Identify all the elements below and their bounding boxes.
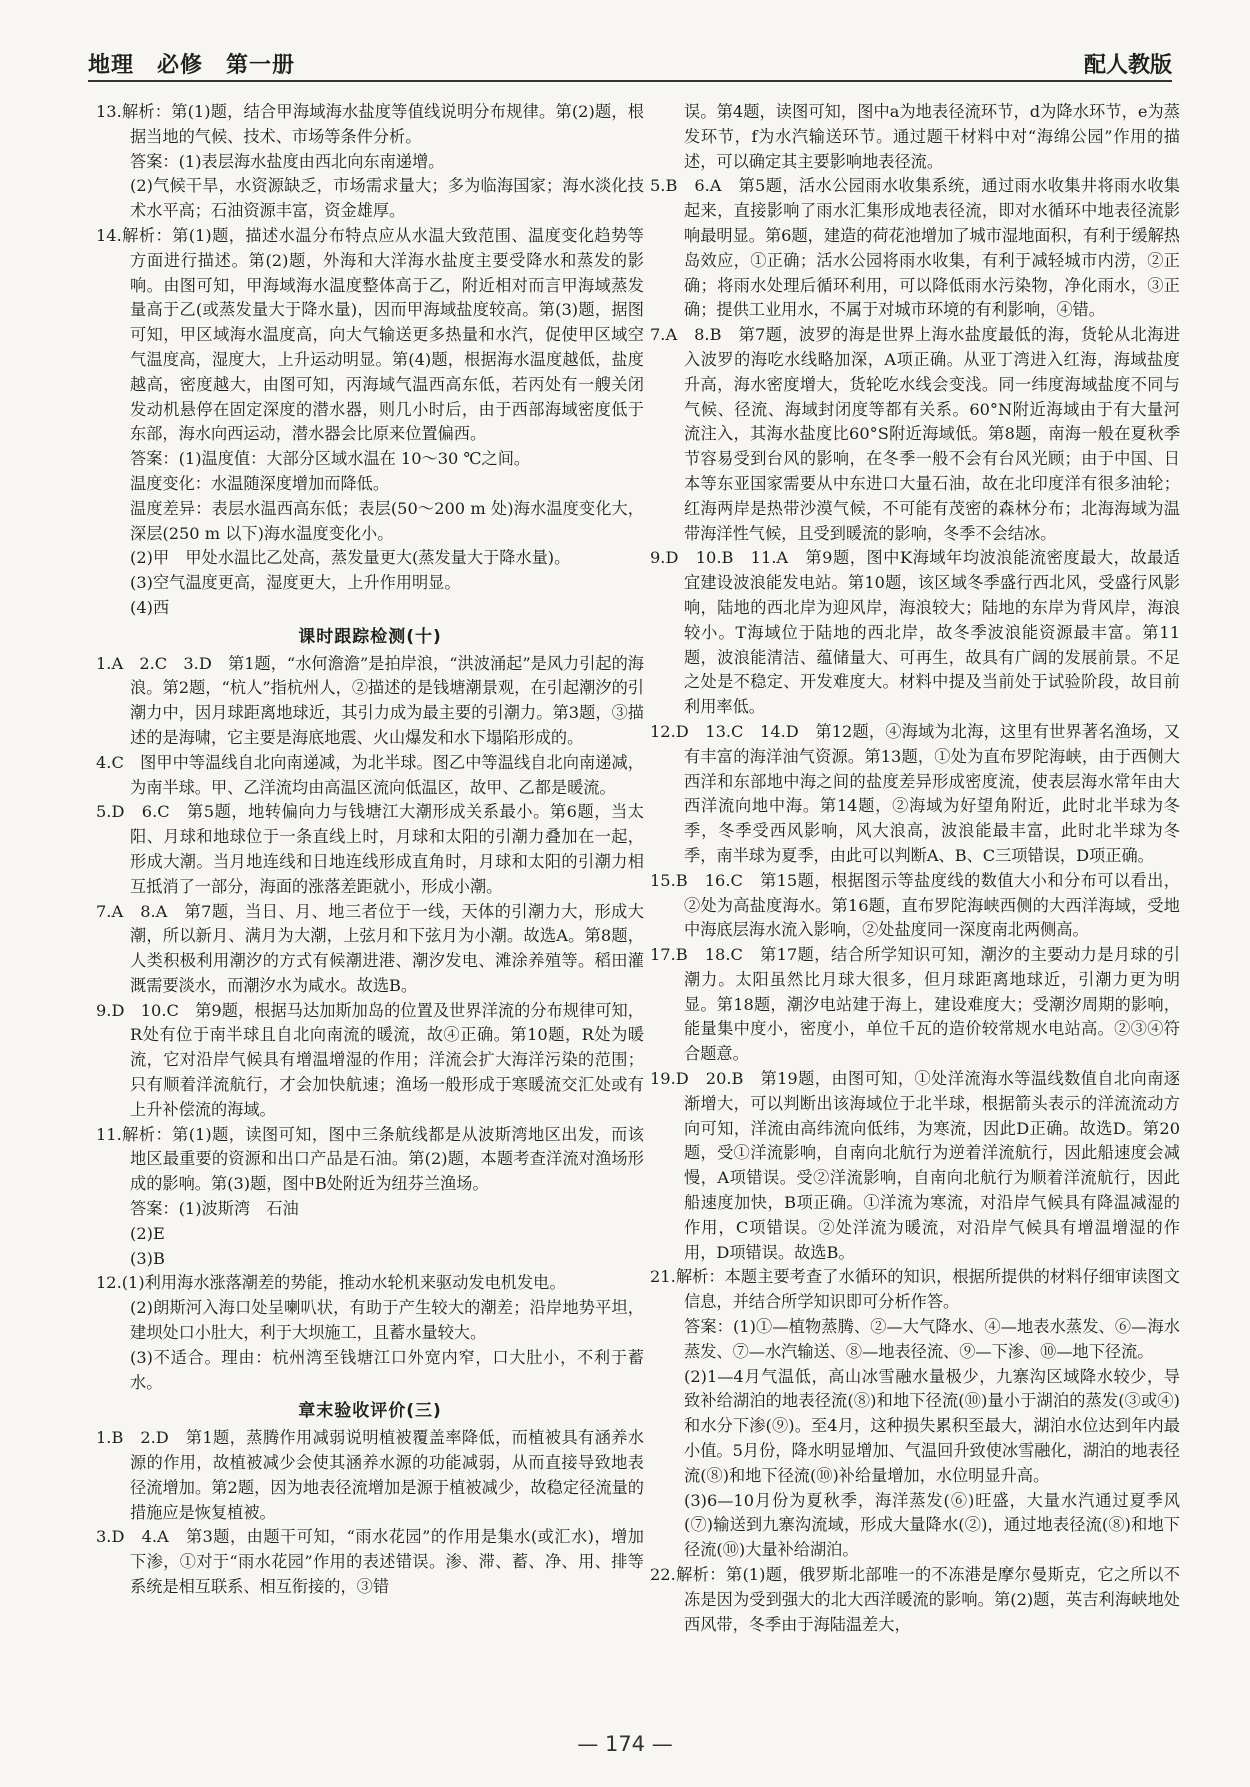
- answer-item: 14.解析：第(1)题，描述水温分布特点应从水温大致范围、温度变化趋势等方面进行描述。第(2)题，外海和大洋海水盐度主要受降水和蒸发的影响。由图可知，甲海域海水温度整体高于乙，附近相对而言甲海域蒸发量高于乙(或蒸发量大于降水量)，因而甲海域盐度较高。第(3)题，据图可知，甲区域海水温度高，向大气输送更多热量和水汽，促使甲区域空气温度高，湿度大，上升运动明显。第(4)题，根据海水温度越低，盐度越高，密度越大，由图可知，丙海域气温西高东低，若丙处有一艘关闭发动机悬停在固定深度的潜水器，则几小时后，由于西部海域密度低于东部，海水向西运动，潜水器会比原来位置偏西。: [96, 225, 644, 444]
- answer-item: 5.B 6.A 第5题，活水公园雨水收集系统，通过雨水收集井将雨水收集起来，直接影响了雨水汇集形成地表径流，即对水循环中地表径流影响最明显。第6题，建造的荷花池增加了城市湿地面积，有利于缓解热岛效应，①正确；活水公园将雨水收集，有利于减轻城市内涝，②正确；将雨水处理后循环利用，可以降低雨水污染物，净化雨水，③正确；提供工业用水，不属于对城市环境的有利影响，④错。: [650, 176, 1180, 320]
- section-title: 课时跟踪检测(十): [298, 626, 442, 647]
- answer-item: 4.C 图甲中等温线自北向南递减，为北半球。图乙中等温线自北向南递减，为南半球。甲、乙洋流均由高温区流向低温区，故甲、乙都是暖流。: [96, 752, 644, 797]
- answer-item: 11.解析：第(1)题，读图可知，图中三条航线都是从波斯湾地区出发，而该地区最重要的资源和出口产品是石油。第(2)题，本题考查洋流对渔场形成的影响。第(3)题，图中B处附近为纽芬兰渔场。: [96, 1124, 644, 1194]
- answer-item: 7.A 8.A 第7题，当日、月、地三者位于一线，天体的引潮力大，形成大潮，所以新月、满月为大潮，上弦月和下弦月为小潮。故选A。第8题，人类积极利用潮汐的方式有候潮进港、潮汐发电、滩涂养殖等。稻田灌溉需要淡水，而潮汐水为咸水。故选B。: [96, 901, 644, 995]
- answer-paragraph: (2)朗斯河入海口处呈喇叭状，有助于产生较大的潮差；沿岸地势平坦，建坝处口小肚大，利于大坝施工，且蓄水量较大。: [130, 1298, 644, 1343]
- answer-item: 9.D 10.B 11.A 第9题，图中K海域年均波浪能流密度最大，故最适宜建设波浪能发电站。第10题，该区域冬季盛行西北风，受盛行风影响，陆地的西北岸为迎风岸，海浪较大；陆地的东岸为背风岸，海浪较小。T海域位于陆地的西北岸，故冬季波浪能资源最丰富。第11题，波浪能清洁、蕴储量大、可再生，故具有广阔的发展前景。不足之处是不稳定、开发难度大。材料中提及当前处于试验阶段，故目前利用率低。: [650, 548, 1180, 717]
- answer-paragraph: 误。第4题，读图可知，图中a为地表径流环节，d为降水环节，e为蒸发环节，f为水汽输送环节。通过题干材料中对“海绵公园”作用的描述，可以确定其主要影响地表径流。: [684, 102, 1180, 171]
- answer-paragraph: 温度差异：表层水温西高东低；表层(50～200 m 处)海水温度变化大，深层(250 m 以下)海水温度变化小。: [130, 498, 644, 543]
- answer-item: 3.D 4.A 第3题，由题干可知，“雨水花园”的作用是集水(或汇水)，增加下渗，①对于“雨水花园”作用的表述错误。渗、滞、蓄、净、用、排等系统是相互联系、相互衔接的，③错: [96, 1527, 644, 1597]
- answer-item: 5.D 6.C 第5题，地转偏向力与钱塘江大潮形成关系最小。第6题，当太阳、月球和地球位于一条直线上时，月球和太阳的引潮力叠加在一起，形成大潮。当月地连线和日地连线形成直角时，月球和太阳的引潮力相互抵消了一部分，海面的涨落差距就小，形成小潮。: [96, 802, 644, 896]
- edition-label: 配人教版: [1083, 53, 1172, 78]
- page-header: [88, 40, 1172, 82]
- answer-item: 12.D 13.C 14.D 第12题，④海域为北海，这里有世界著名渔场，又有丰富的海洋油气资源。第13题，①处为直布罗陀海峡，由于西侧大西洋和东部地中海之间的盐度差异形成密度流，使表层海水常年由大西洋流向地中海。第14题，②海域为好望角附近，此时北半球为冬季，冬季受西风影响，风大浪高，波浪能最丰富，此时北半球为冬季，南半球为夏季，由此可以判断A、B、C三项错误，D项正确。: [650, 721, 1180, 865]
- answer-paragraph: (3)空气温度更高，湿度更大，上升作用明显。: [130, 573, 461, 593]
- answer-paragraph: (3)B: [130, 1248, 165, 1268]
- answer-item: 12.(1)利用海水涨落潮差的势能，推动水轮机来驱动发电机发电。: [96, 1273, 566, 1293]
- answer-paragraph: 温度变化：水温随深度增加而降低。: [130, 473, 390, 493]
- answer-paragraph: 答案：(1)表层海水盐度由西北向东南递增。: [130, 151, 445, 171]
- answer-item: 13.解析：第(1)题，结合甲海域海水盐度等值线说明分布规律。第(2)题，根据当地的气候、技术、市场等条件分析。: [96, 102, 644, 146]
- answer-item: 22.解析：第(1)题，俄罗斯北部唯一的不冻港是摩尔曼斯克，它之所以不冻是因为受到强大的北大西洋暖流的影响。第(2)题，英吉利海峡地处西风带，冬季由于海陆温差大，: [650, 1565, 1180, 1634]
- answer-item: 1.A 2.C 3.D 第1题，“水何澹澹”是拍岸浪，“洪波涌起”是风力引起的海浪。第2题，“杭人”指杭州人，②描述的是钱塘潮景观，在引起潮汐的引潮力中，因月球距离地球近，其引力成为最主要的引潮力。第3题，③描述的是海啸，它主要是海底地震、火山爆发和水下塌陷形成的。: [96, 653, 644, 747]
- right-column: [650, 100, 1180, 1637]
- answer-paragraph: 答案：(1)①—植物蒸腾、②—大气降水、④—地表水蒸发、⑥—海水蒸发、⑦—水汽输送、⑧—地表径流、⑨—下渗、⑩—地下径流。: [684, 1317, 1180, 1361]
- answer-item: 7.A 8.B 第7题，波罗的海是世界上海水盐度最低的海，货轮从北海进入波罗的海吃水线略加深，A项正确。从亚丁湾进入红海，海域盐度升高，海水密度增大，货轮吃水线会变浅。同一纬度海域盐度不同与气候、径流、海域封闭度等都有关系。60°N附近海域由于有大量河流注入，其海水盐度比60°S附近海域低。第8题，南海一般在夏秋季节容易受到台风的影响，在冬季一般不会有台风光顾；由于中国、日本等东亚国家需要从中东进口大量石油，故在北印度洋有很多油轮；红海两岸是热带沙漠气候，不可能有茂密的森林分布；北海海域为温带海洋性气候，且受到暖流的影响，冬季不会结冰。: [650, 325, 1180, 543]
- answer-item: 21.解析：本题主要考查了水循环的知识，根据所提供的材料仔细审读图文信息，并结合所学知识即可分析作答。: [650, 1267, 1180, 1312]
- answer-paragraph: 答案：(1)温度值：大部分区域水温在 10～30 ℃之间。: [130, 449, 531, 469]
- answer-paragraph: (2)甲 甲处水温比乙处高，蒸发量更大(蒸发量大于降水量)。: [130, 548, 571, 568]
- answer-paragraph: (2)气候干旱，水资源缺乏，市场需求量大；多为临海国家；海水淡化技术水平高；石油资源丰富，资金雄厚。: [130, 176, 644, 221]
- answer-paragraph: (3)6—10月份为夏秋季，海洋蒸发(⑥)旺盛，大量水汽通过夏季风(⑦)输送到九寨沟流域，形成大量降水(②)，通过地表径流(⑧)和地下径流(⑩)大量补给湖泊。: [684, 1490, 1180, 1560]
- answer-paragraph: 答案：(1)波斯湾 石油: [130, 1199, 299, 1219]
- answer-paragraph: (3)不适合。理由：杭州湾至钱塘江口外宽内窄，口大肚小，不利于蓄水。: [130, 1347, 644, 1392]
- answer-paragraph: (4)西: [130, 597, 170, 617]
- page-number: — 174 —: [577, 1732, 673, 1756]
- answer-item: 19.D 20.B 第19题，由图可知，①处洋流海水等温线数值自北向南逐渐增大，可以判断出该海域位于北半球，根据箭头表示的洋流流动方向可知，洋流由高纬流向低纬，为寒流，因此D正确。故选D。第20题，受①洋流影响，自南向北航行为逆着洋流航行，因此船速度会减慢，A项错误。受②洋流影响，自南向北航行为顺着洋流航行，因此船速度加快，B项正确。①洋流为寒流，对沿岸气候具有降温减湿的作用，C项错误。②处洋流为暖流，对沿岸气候具有增温增湿的作用，D项错误。故选B。: [650, 1069, 1180, 1262]
- answer-item: 17.B 18.C 第17题，结合所学知识可知，潮汐的主要动力是月球的引潮力。太阳虽然比月球大很多，但月球距离地球近，引潮力更为明显。第18题，潮汐电站建于海上，建设难度大；受潮汐周期的影响，能量集中度小，密度小，单位千瓦的造价较常规水电站高。②③④符合题意。: [650, 945, 1180, 1064]
- book-title: 地理 必修 第一册: [88, 53, 296, 78]
- answer-item: 1.B 2.D 第1题，蒸腾作用减弱说明植被覆盖率降低，而植被具有涵养水源的作用，故植被减少会使其涵养水源的功能减弱，从而直接导致地表径流增加。第2题，因为地表径流增加是源于植被减少，故稳定径流量的措施应是恢复植被。: [96, 1428, 644, 1522]
- answer-paragraph: (2)E: [130, 1223, 165, 1243]
- answer-paragraph: (2)1—4月气温低，高山冰雪融水量极少，九寨沟区域降水较少，导致补给湖泊的地表径流(⑧)和地下径流(⑩)量小于湖泊的蒸发(③或④)和水分下渗(⑨)。至4月，这种损失累积至最大，湖泊水位达到年内最小值。5月份，降水明显增加、气温回升致使冰雪融化，湖泊的地表径流(⑧)和地下径流(⑩)补给量增加，水位明显升高。: [684, 1366, 1180, 1485]
- answer-item: 15.B 16.C 第15题，根据图示等盐度线的数值大小和分布可以看出，②处为高盐度海水。第16题，直布罗陀海峡西侧的大西洋海域，受地中海底层海水流入影响，②处盐度同一深度南北两侧高。: [650, 870, 1180, 940]
- answer-item: 9.D 10.C 第9题，根据马达加斯加岛的位置及世界洋流的分布规律可知，R处有位于南半球且自北向南流的暖流，故④正确。第10题，R处为暖流，它对沿岸气候具有增温增湿的作用；洋流会扩大海洋污染的范围；只有顺着洋流航行，才会加快航速；渔场一般形成于寒暖流交汇处或有上升补偿流的海域。: [96, 1000, 644, 1119]
- left-column: [96, 100, 644, 1600]
- section-title: 章末验收评价(三): [298, 1401, 442, 1422]
